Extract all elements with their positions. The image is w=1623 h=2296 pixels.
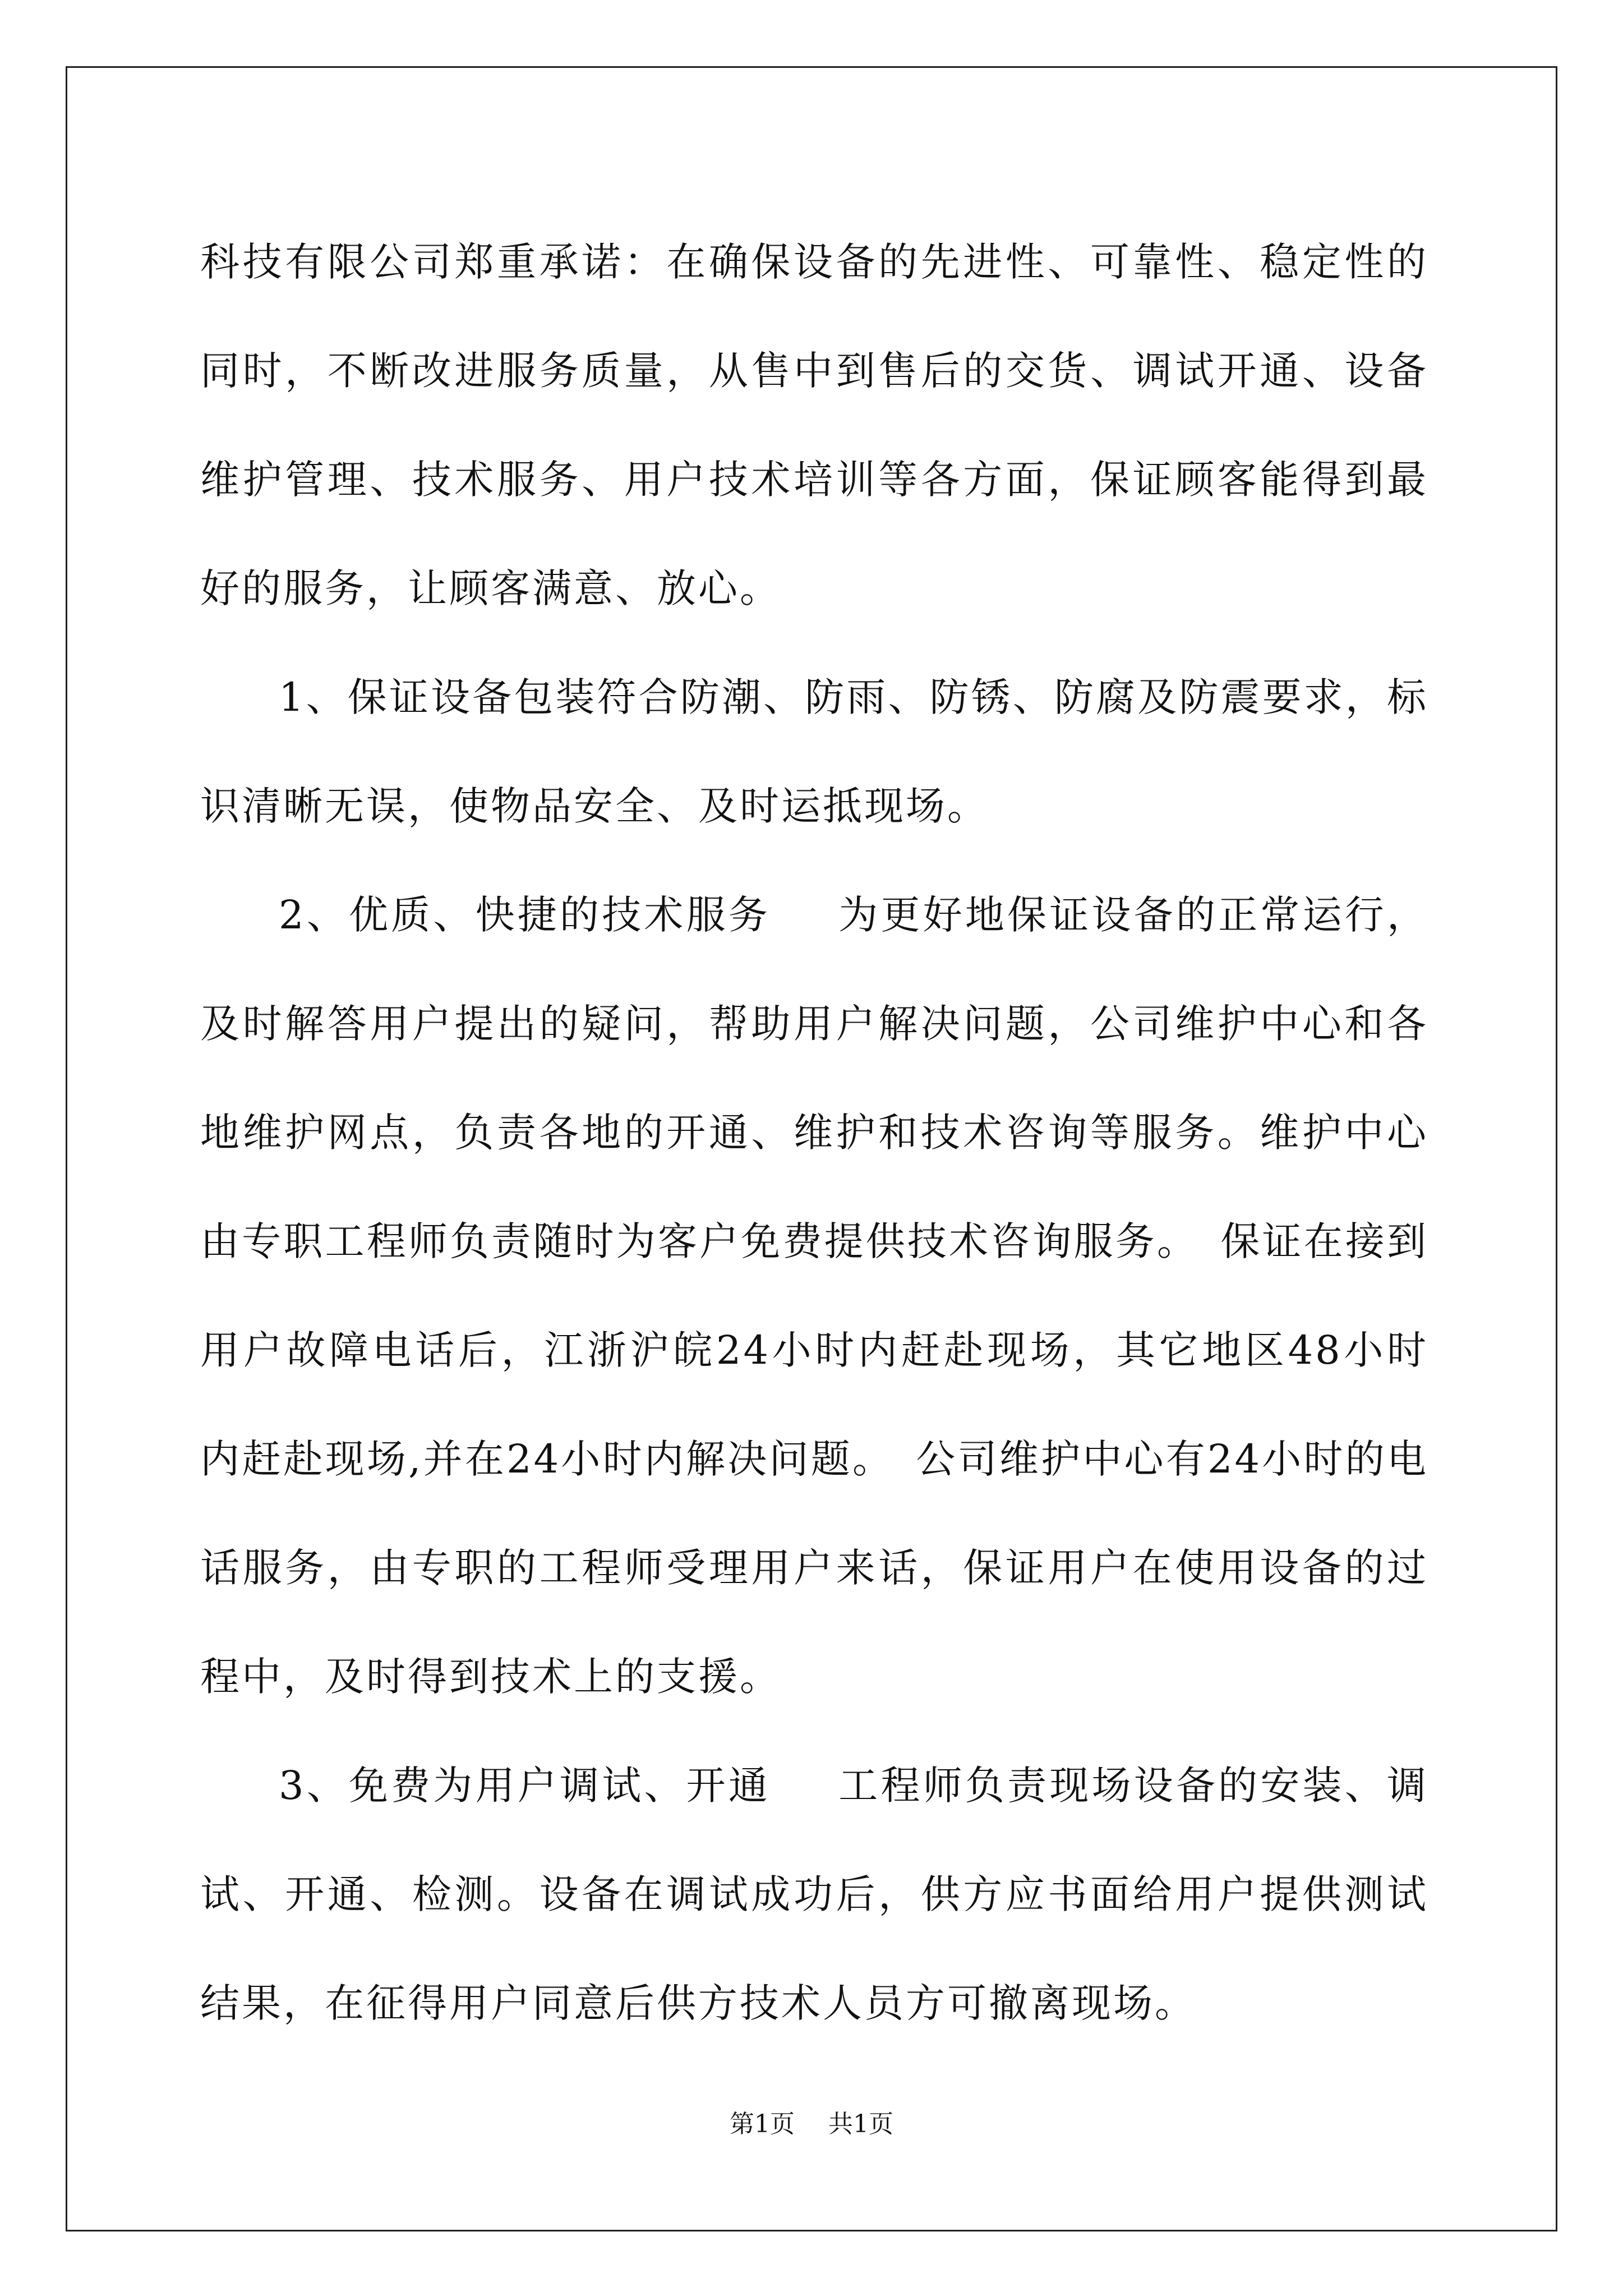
paragraph-item-1 (200, 643, 1428, 861)
paragraph-text: 科技有限公司郑重承诺：在确保设备的先进性、可靠性、稳定性的同时，不断改进服务质量，从售中到售后的交货、调试开通、设备维护管理、技术服务、用户技术培训等各方面，保证顾客能得到最好的服务，让顾客满意、放心。 (200, 239, 1428, 611)
paragraph-lead: 3、免费为用户调试、开通 (279, 1763, 771, 1809)
page-footer (0, 2104, 1623, 2139)
page-total: 共1页 (828, 2110, 893, 2138)
paragraph-text: 工程师负责现场设备的安装、调试、开通、检测。设备在调试成功后，供方应书面给用户提供测试结果，在征得用户同意后供方技术人员方可撤离现场。 (200, 1763, 1428, 2026)
paragraph-lead: 2、优质、快捷的技术服务 (279, 892, 771, 938)
document-body (200, 208, 1428, 2058)
paragraph-item-2 (200, 861, 1428, 1731)
paragraph-commitment (200, 208, 1428, 643)
page-number: 第1页 (730, 2110, 795, 2138)
paragraph-text: 1、保证设备包装符合防潮、防雨、防锈、防腐及防震要求，标识清晰无误，使物品安全、及时运抵现场。 (200, 674, 1428, 829)
paragraph-text: 为更好地保证设备的正常运行，及时解答用户提出的疑问，帮助用户解决问题，公司维护中心和各地维护网点，负责各地的开通、维护和技术咨询等服务。维护中心由专职工程师负责随时为客户免费提供技术咨询服务。 保证在接到用户故障电话后，江浙沪皖24小时内赶赴现场，其它地区48小时内赶赴现场,并在24小时内解决问题。 公司维护中心有24小时的电话服务，由专职的工程师受理用户来话，保证用户在使用设备的过程中，及时得到技术上的支援。 (200, 892, 1428, 1700)
paragraph-item-3 (200, 1731, 1428, 2058)
